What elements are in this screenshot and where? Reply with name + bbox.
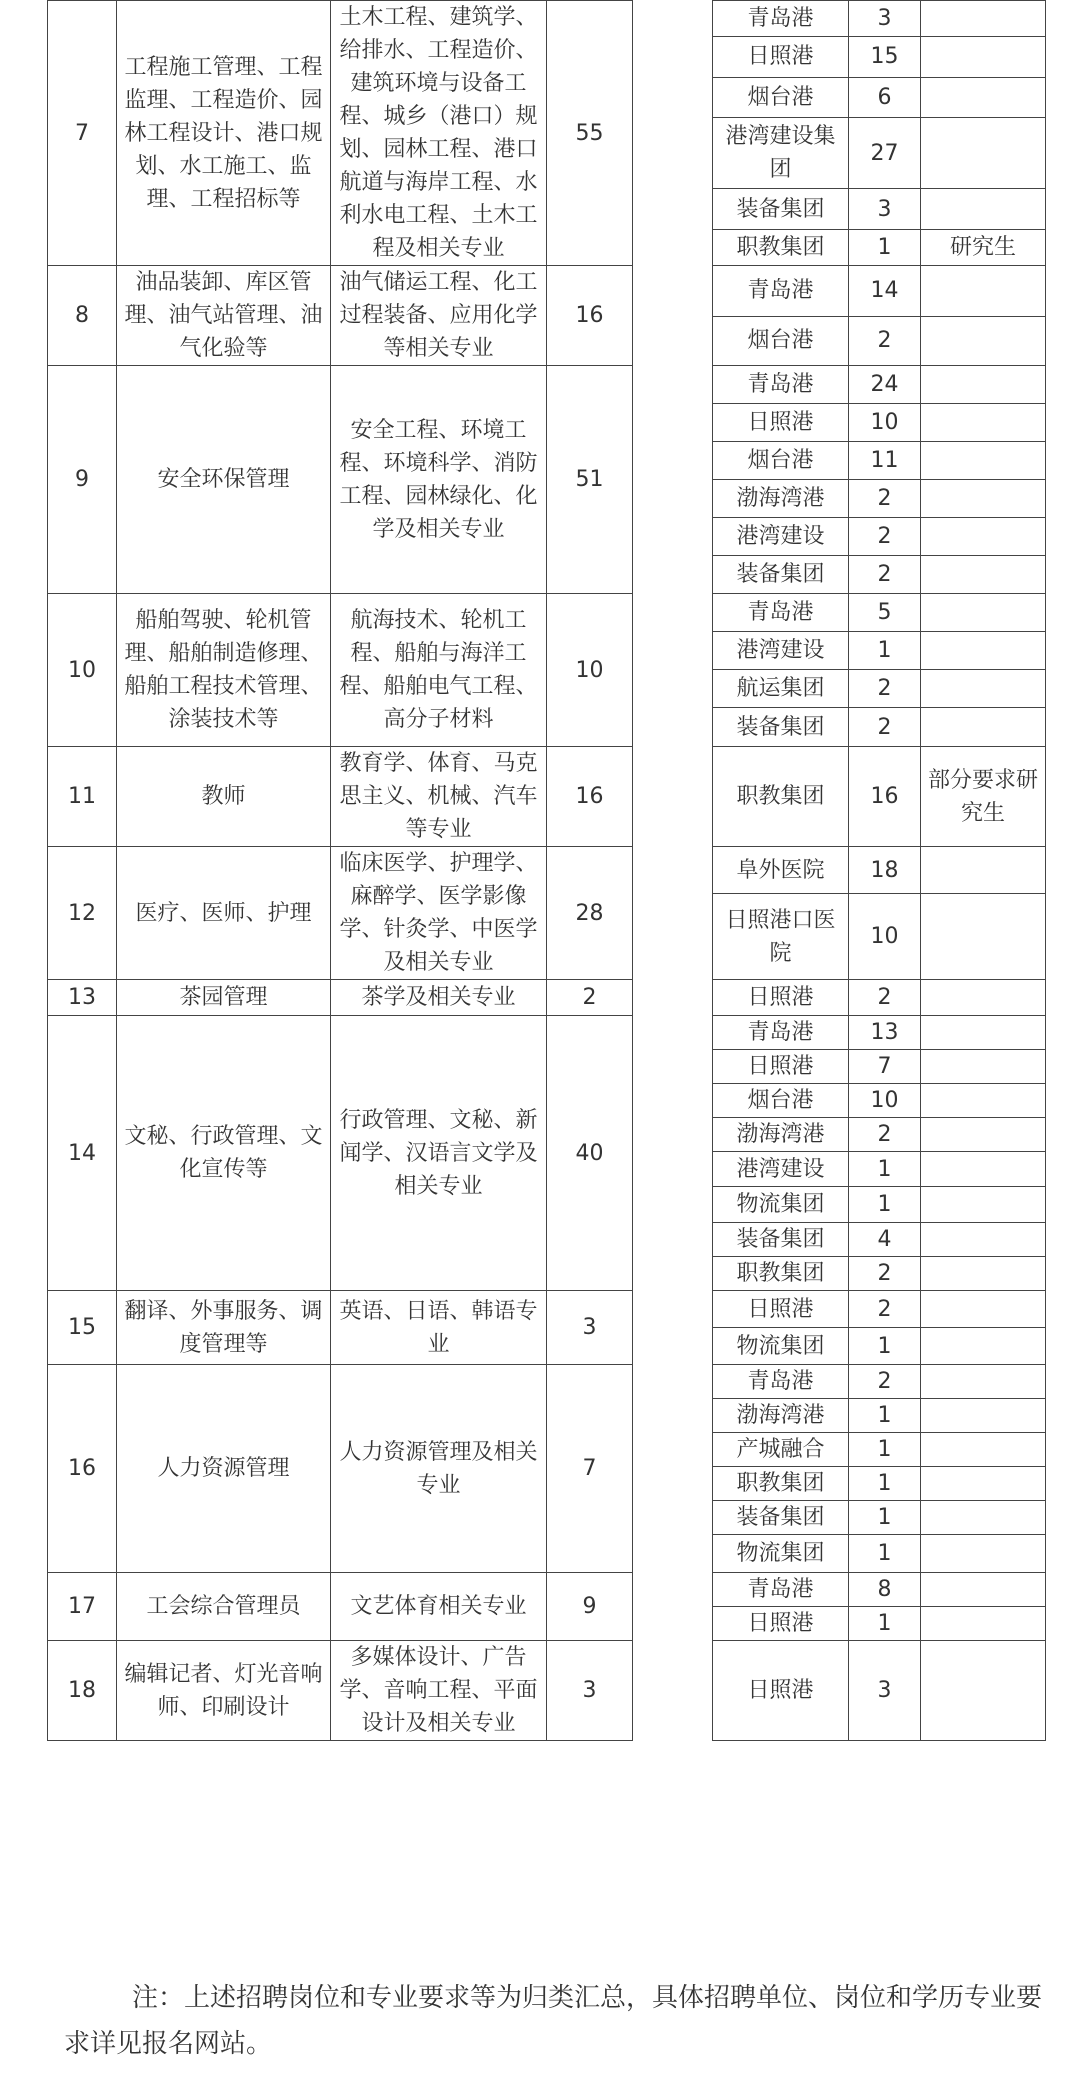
total-count-cell: 2 — [547, 980, 633, 1016]
note-cell — [921, 1, 1046, 37]
unit-cell: 装备集团 — [713, 556, 849, 594]
unit-cell: 日照港 — [713, 1641, 849, 1741]
row-number-cell: 7 — [48, 1, 117, 266]
row-number-cell: 9 — [48, 366, 117, 594]
unit-count-cell: 3 — [849, 1, 921, 37]
unit-count-cell: 1 — [849, 1607, 921, 1641]
note-cell — [921, 1328, 1046, 1365]
note-cell — [921, 1535, 1046, 1573]
note-cell — [921, 1118, 1046, 1152]
footnote: 注：上述招聘岗位和专业要求等为归类汇总，具体招聘单位、岗位和学历专业要求详见报名网站。 — [64, 1983, 1043, 2059]
unit-cell: 日照港 — [713, 1291, 849, 1328]
unit-cell: 烟台港 — [713, 442, 849, 480]
unit-count-cell: 27 — [849, 118, 921, 189]
unit-count-cell: 18 — [849, 847, 921, 894]
unit-cell: 日照港 — [713, 980, 849, 1016]
total-count-cell: 9 — [547, 1573, 633, 1641]
unit-count-cell: 10 — [849, 894, 921, 980]
unit-cell: 装备集团 — [713, 1223, 849, 1257]
unit-count-cell: 1 — [849, 1399, 921, 1433]
unit-count-cell: 2 — [849, 518, 921, 556]
spacer-cell — [633, 1016, 713, 1291]
unit-count-cell: 1 — [849, 1328, 921, 1365]
recruitment-table — [47, 0, 1046, 1741]
unit-count-cell: 4 — [849, 1223, 921, 1257]
note-cell — [921, 1501, 1046, 1535]
unit-cell: 阜外医院 — [713, 847, 849, 894]
unit-count-cell: 2 — [849, 480, 921, 518]
total-count-cell: 51 — [547, 366, 633, 594]
row-number-cell: 8 — [48, 266, 117, 366]
row-number-cell: 17 — [48, 1573, 117, 1641]
note-cell — [921, 1084, 1046, 1118]
note-cell — [921, 77, 1046, 117]
note-cell — [921, 37, 1046, 77]
row-number-cell: 14 — [48, 1016, 117, 1291]
position-cell: 油品装卸、库区管理、油气站管理、油气化验等 — [117, 266, 331, 366]
unit-count-cell: 6 — [849, 77, 921, 117]
note-cell — [921, 442, 1046, 480]
unit-count-cell: 2 — [849, 556, 921, 594]
unit-count-cell: 2 — [849, 1291, 921, 1328]
row-number-cell: 11 — [48, 747, 117, 847]
note-cell — [921, 1291, 1046, 1328]
spacer-cell — [633, 980, 713, 1016]
unit-count-cell: 2 — [849, 316, 921, 365]
total-count-cell: 7 — [547, 1365, 633, 1573]
unit-count-cell: 2 — [849, 708, 921, 747]
position-cell: 翻译、外事服务、调度管理等 — [117, 1291, 331, 1365]
note-cell — [921, 1152, 1046, 1187]
unit-count-cell: 1 — [849, 632, 921, 670]
row-number-cell: 16 — [48, 1365, 117, 1573]
note-cell — [921, 1433, 1046, 1467]
unit-cell: 港湾建设 — [713, 632, 849, 670]
unit-cell: 渤海湾港 — [713, 480, 849, 518]
spacer-cell — [633, 266, 713, 366]
unit-cell: 航运集团 — [713, 670, 849, 708]
unit-cell: 青岛港 — [713, 1573, 849, 1607]
unit-count-cell: 2 — [849, 980, 921, 1016]
note-cell — [921, 1187, 1046, 1223]
spacer-cell — [633, 1641, 713, 1741]
spacer-cell — [633, 747, 713, 847]
note-cell — [921, 1607, 1046, 1641]
spacer-cell — [633, 1, 713, 266]
position-cell: 人力资源管理 — [117, 1365, 331, 1573]
unit-cell: 烟台港 — [713, 316, 849, 365]
note-cell — [921, 366, 1046, 404]
majors-cell: 土木工程、建筑学、给排水、工程造价、建筑环境与设备工程、城乡（港口）规划、园林工程、港口航道与海岸工程、水利水电工程、土木工程及相关专业 — [331, 1, 547, 266]
note-cell — [921, 670, 1046, 708]
unit-count-cell: 3 — [849, 189, 921, 229]
unit-cell: 装备集团 — [713, 189, 849, 229]
unit-cell: 烟台港 — [713, 77, 849, 117]
unit-cell: 渤海湾港 — [713, 1118, 849, 1152]
table-row — [48, 847, 1046, 894]
spacer-cell — [633, 1365, 713, 1573]
note-cell — [921, 1050, 1046, 1084]
table-row — [48, 366, 1046, 404]
row-number-cell: 15 — [48, 1291, 117, 1365]
note-cell — [921, 894, 1046, 980]
table-row — [48, 594, 1046, 632]
total-count-cell: 55 — [547, 1, 633, 266]
unit-cell: 职教集团 — [713, 1467, 849, 1501]
note-cell — [921, 632, 1046, 670]
majors-cell: 英语、日语、韩语专业 — [331, 1291, 547, 1365]
table-body — [48, 1, 1046, 1741]
unit-cell: 青岛港 — [713, 1, 849, 37]
unit-count-cell: 2 — [849, 1257, 921, 1291]
unit-cell: 青岛港 — [713, 594, 849, 632]
unit-count-cell: 5 — [849, 594, 921, 632]
note-cell — [921, 1365, 1046, 1399]
unit-cell: 职教集团 — [713, 747, 849, 847]
row-number-cell: 10 — [48, 594, 117, 747]
note-cell: 研究生 — [921, 229, 1046, 265]
unit-cell: 日照港口医院 — [713, 894, 849, 980]
total-count-cell: 16 — [547, 747, 633, 847]
unit-cell: 日照港 — [713, 37, 849, 77]
note-cell — [921, 518, 1046, 556]
position-cell: 文秘、行政管理、文化宣传等 — [117, 1016, 331, 1291]
note-cell — [921, 1399, 1046, 1433]
unit-count-cell: 16 — [849, 747, 921, 847]
note-cell — [921, 980, 1046, 1016]
note-cell — [921, 594, 1046, 632]
table-row — [48, 1365, 1046, 1399]
total-count-cell: 40 — [547, 1016, 633, 1291]
table-row — [48, 1, 1046, 37]
table-row — [48, 747, 1046, 847]
unit-cell: 烟台港 — [713, 1084, 849, 1118]
row-number-cell: 13 — [48, 980, 117, 1016]
note-cell — [921, 556, 1046, 594]
unit-count-cell: 1 — [849, 1433, 921, 1467]
majors-cell: 安全工程、环境工程、环境科学、消防工程、园林绿化、化学及相关专业 — [331, 366, 547, 594]
table-row — [48, 1016, 1046, 1050]
unit-count-cell: 8 — [849, 1573, 921, 1607]
unit-count-cell: 11 — [849, 442, 921, 480]
table-row — [48, 1291, 1046, 1328]
majors-cell: 文艺体育相关专业 — [331, 1573, 547, 1641]
note-cell — [921, 316, 1046, 365]
note-cell — [921, 847, 1046, 894]
majors-cell: 茶学及相关专业 — [331, 980, 547, 1016]
note-cell — [921, 1016, 1046, 1050]
table-row — [48, 980, 1046, 1016]
unit-count-cell: 15 — [849, 37, 921, 77]
total-count-cell: 3 — [547, 1641, 633, 1741]
unit-cell: 装备集团 — [713, 1501, 849, 1535]
unit-cell: 日照港 — [713, 1607, 849, 1641]
unit-count-cell: 7 — [849, 1050, 921, 1084]
spacer-cell — [633, 594, 713, 747]
position-cell: 工会综合管理员 — [117, 1573, 331, 1641]
unit-cell: 青岛港 — [713, 266, 849, 317]
unit-count-cell: 2 — [849, 1118, 921, 1152]
note-cell — [921, 1467, 1046, 1501]
total-count-cell: 10 — [547, 594, 633, 747]
unit-count-cell: 1 — [849, 1501, 921, 1535]
unit-count-cell: 1 — [849, 1467, 921, 1501]
unit-cell: 港湾建设 — [713, 518, 849, 556]
total-count-cell: 28 — [547, 847, 633, 980]
unit-cell: 港湾建设集团 — [713, 118, 849, 189]
note-cell — [921, 266, 1046, 317]
table-row — [48, 1573, 1046, 1607]
unit-cell: 产城融合 — [713, 1433, 849, 1467]
unit-cell: 青岛港 — [713, 1016, 849, 1050]
unit-count-cell: 3 — [849, 1641, 921, 1741]
position-cell: 工程施工管理、工程监理、工程造价、园林工程设计、港口规划、水工施工、监理、工程招标等 — [117, 1, 331, 266]
unit-cell: 日照港 — [713, 404, 849, 442]
unit-count-cell: 1 — [849, 229, 921, 265]
majors-cell: 人力资源管理及相关专业 — [331, 1365, 547, 1573]
unit-cell: 物流集团 — [713, 1187, 849, 1223]
position-cell: 教师 — [117, 747, 331, 847]
position-cell: 医疗、医师、护理 — [117, 847, 331, 980]
unit-cell: 港湾建设 — [713, 1152, 849, 1187]
unit-cell: 物流集团 — [713, 1535, 849, 1573]
unit-count-cell: 2 — [849, 1365, 921, 1399]
unit-count-cell: 1 — [849, 1535, 921, 1573]
note-cell: 部分要求研究生 — [921, 747, 1046, 847]
position-cell: 船舶驾驶、轮机管理、船舶制造修理、船舶工程技术管理、涂装技术等 — [117, 594, 331, 747]
majors-cell: 行政管理、文秘、新闻学、汉语言文学及相关专业 — [331, 1016, 547, 1291]
note-cell — [921, 1257, 1046, 1291]
unit-count-cell: 10 — [849, 404, 921, 442]
note-cell — [921, 708, 1046, 747]
table-row — [48, 266, 1046, 317]
unit-cell: 物流集团 — [713, 1328, 849, 1365]
total-count-cell: 3 — [547, 1291, 633, 1365]
unit-cell: 渤海湾港 — [713, 1399, 849, 1433]
position-cell: 编辑记者、灯光音响师、印刷设计 — [117, 1641, 331, 1741]
unit-count-cell: 1 — [849, 1152, 921, 1187]
unit-count-cell: 14 — [849, 266, 921, 317]
spacer-cell — [633, 847, 713, 980]
spacer-cell — [633, 1291, 713, 1365]
row-number-cell: 12 — [48, 847, 117, 980]
row-number-cell: 18 — [48, 1641, 117, 1741]
note-cell — [921, 404, 1046, 442]
note-cell — [921, 1573, 1046, 1607]
position-cell: 茶园管理 — [117, 980, 331, 1016]
note-cell — [921, 1641, 1046, 1741]
spacer-cell — [633, 366, 713, 594]
position-cell: 安全环保管理 — [117, 366, 331, 594]
table-row — [48, 1641, 1046, 1741]
unit-cell: 青岛港 — [713, 366, 849, 404]
note-cell — [921, 189, 1046, 229]
unit-cell: 日照港 — [713, 1050, 849, 1084]
majors-cell: 临床医学、护理学、麻醉学、医学影像学、针灸学、中医学及相关专业 — [331, 847, 547, 980]
unit-cell: 青岛港 — [713, 1365, 849, 1399]
unit-cell: 职教集团 — [713, 229, 849, 265]
unit-cell: 装备集团 — [713, 708, 849, 747]
majors-cell: 油气储运工程、化工过程装备、应用化学等相关专业 — [331, 266, 547, 366]
note-cell — [921, 1223, 1046, 1257]
unit-count-cell: 10 — [849, 1084, 921, 1118]
unit-count-cell: 24 — [849, 366, 921, 404]
majors-cell: 教育学、体育、马克思主义、机械、汽车等专业 — [331, 747, 547, 847]
note-cell — [921, 480, 1046, 518]
note-cell — [921, 118, 1046, 189]
majors-cell: 航海技术、轮机工程、船舶与海洋工程、船舶电气工程、高分子材料 — [331, 594, 547, 747]
spacer-cell — [633, 1573, 713, 1641]
total-count-cell: 16 — [547, 266, 633, 366]
unit-cell: 职教集团 — [713, 1257, 849, 1291]
unit-count-cell: 2 — [849, 670, 921, 708]
majors-cell: 多媒体设计、广告学、音响工程、平面设计及相关专业 — [331, 1641, 547, 1741]
unit-count-cell: 13 — [849, 1016, 921, 1050]
unit-count-cell: 1 — [849, 1187, 921, 1223]
